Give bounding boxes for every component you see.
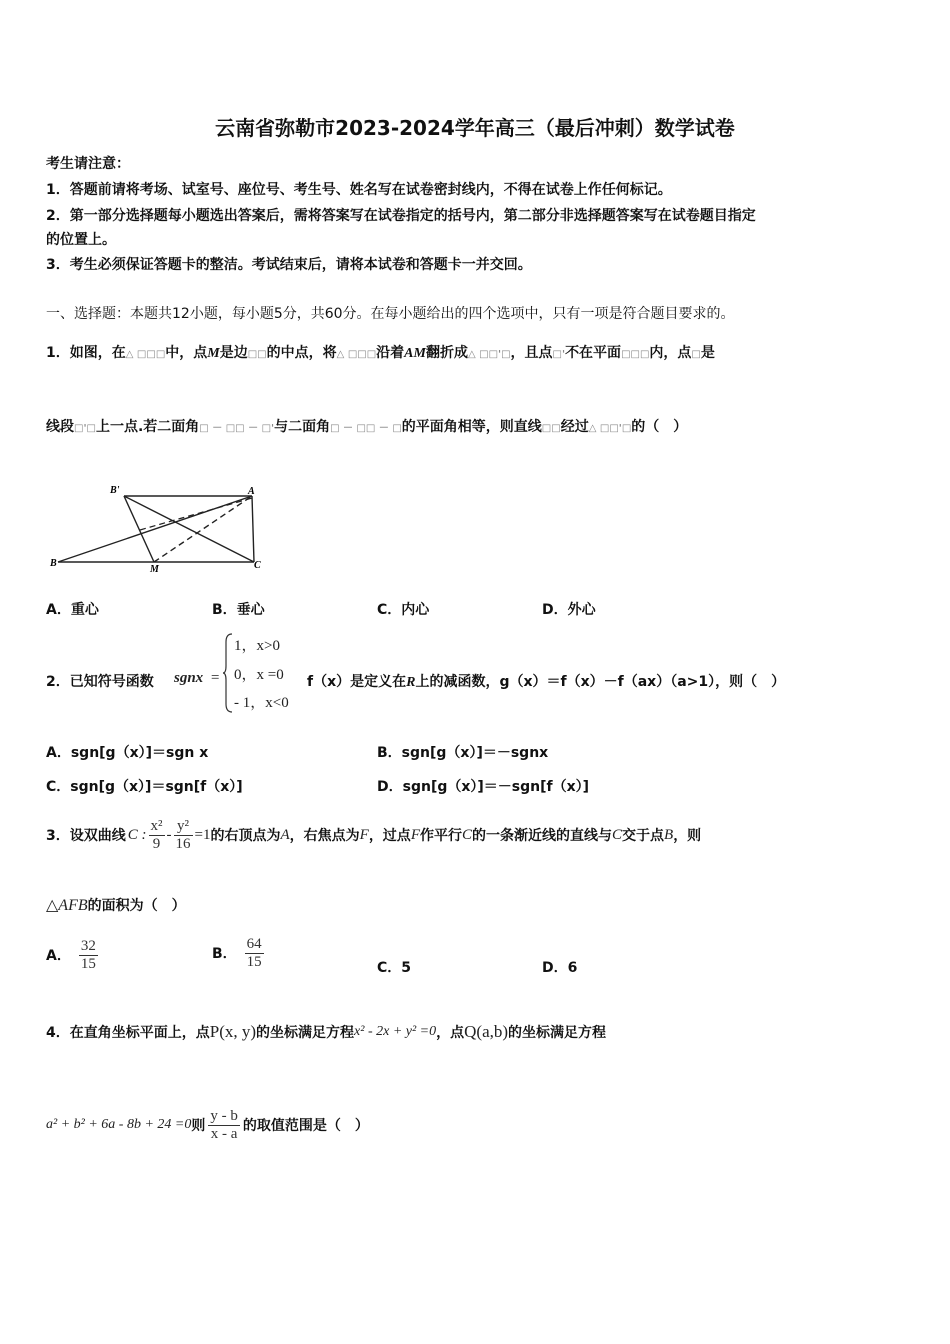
q2-case-3: - 1，x<0 <box>234 695 289 711</box>
label-B: B <box>50 558 57 569</box>
section-heading: 一、选择题：本题共12小题，每小题5分，共60分。在每小题给出的四个选项中，只有一项是符合题目要求的。 <box>46 306 735 322</box>
notice-item-2: 2．第一部分选择题每小题选出答案后，需将答案写在试卷指定的括号内，第二部分非选择题答案写在试卷题目指定 <box>46 208 756 224</box>
q2-func: sgnx <box>174 670 204 686</box>
notice-item-2-cont: 的位置上。 <box>46 232 116 248</box>
q1-figure <box>44 478 274 578</box>
q1-option-a: A．重心 <box>46 602 99 618</box>
q3-option-d: D．6 <box>542 960 578 976</box>
edge-M-A-dashed <box>154 496 252 562</box>
label-Bp: B' <box>110 485 120 496</box>
page-title: 云南省弥勒市2023-2024学年高三（最后冲刺）数学试卷 <box>215 116 735 140</box>
q1-line1: 1．如图，在△ □□□中，点M是边□□的中点，将△ □□□沿着AM翻折成△ □□'□，且点□'不在平面□□□内，点□是 <box>46 345 715 361</box>
q2-brace <box>222 632 234 714</box>
q2-eq: = <box>210 670 221 686</box>
q1-option-b: B．垂心 <box>212 602 265 618</box>
notice-item-1: 1．答题前请将考场、试室号、座位号、考生号、姓名写在试卷密封线内，不得在试卷上作任何标记。 <box>46 182 672 198</box>
q2-option-c: C．sgn[g（x）]＝sgn[f（x）] <box>46 779 243 795</box>
notice-item-3: 3．考生必须保证答题卡的整洁。考试结束后，请将本试卷和答题卡一并交回。 <box>46 257 532 273</box>
q2-option-d: D．sgn[g（x）]＝－sgn[f（x）] <box>377 779 590 795</box>
edge-A-C <box>252 496 254 562</box>
label-M: M <box>150 564 159 575</box>
q2-option-b: B．sgn[g（x）]＝－sgnx <box>377 745 549 761</box>
edge-Bp-M <box>124 496 154 562</box>
notice-heading: 考生请注意： <box>46 156 130 172</box>
label-A: A <box>248 486 255 497</box>
q1-option-c: C．内心 <box>377 602 430 618</box>
label-C: C <box>254 560 261 571</box>
q2-text: f（x）是定义在R上的减函数，g（x）＝f（x）－f（ax）（a>1），则（ ） <box>307 674 786 690</box>
q3-option-a: A． $\frac{32}{15}$ <box>46 937 96 972</box>
q1-line2: 线段□'□上一点.若二面角□ － □□ － □'与二面角□ － □□ － □的平面角相等，则直线□□经过△ □□'□的（ ） <box>46 419 688 435</box>
edge-B-A <box>58 496 252 562</box>
q4-line1: 4．在直角坐标平面上，点 P(x, y) 的坐标满足方程 x² - 2x + y² =0 ，点 Q(a,b) 的坐标满足方程 <box>46 1022 607 1041</box>
q3-line2: △AFB的面积为（ ） <box>46 897 186 914</box>
q2-option-a: A．sgn[g（x）]＝sgn x <box>46 745 209 761</box>
q1-option-d: D．外心 <box>542 602 596 618</box>
q3-line1: 3．设双曲线 C : $\frac{\text{x²}}{9}$ - $\frac{\text{y²}}{16}$ =1 的右顶点为 A ，右焦点为 F ，过点 F 作平行 C 的一条渐近线的直线与 C 交于点 B ，则 <box>46 817 702 852</box>
q3-option-c: C．5 <box>377 960 412 976</box>
q2-prefix: 2．已知符号函数 <box>46 674 154 690</box>
q3-option-b: B． $\frac{64}{15}$ <box>212 935 262 970</box>
edge-Bp-A-dashed <box>140 498 252 530</box>
q2-case-2: 0，x =0 <box>234 667 284 683</box>
q2-case-1: 1，x>0 <box>234 638 280 654</box>
q4-line2: a² + b² + 6a - 8b + 24 =0 则 $\frac{y - b}{x - a}$ 的取值范围是（ ） <box>46 1107 369 1142</box>
